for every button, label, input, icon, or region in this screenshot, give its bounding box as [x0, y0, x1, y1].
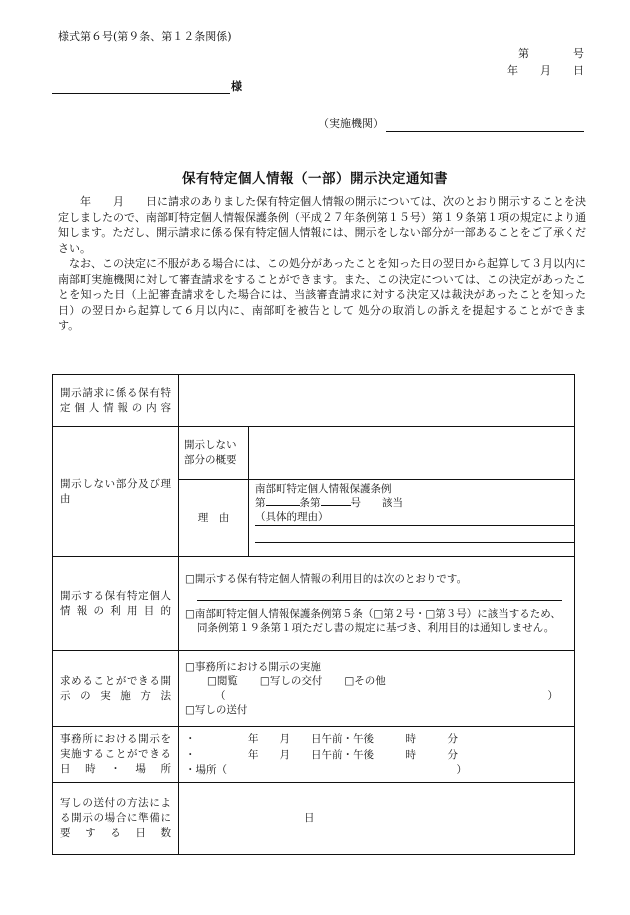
prep-days-field[interactable]: [179, 783, 575, 855]
place-line[interactable]: [185, 763, 467, 777]
purpose-field: [179, 557, 575, 651]
paren-close: ）: [547, 689, 558, 702]
requested-info-field[interactable]: [179, 375, 575, 427]
agency-name-line[interactable]: [386, 131, 584, 132]
purpose-option-1[interactable]: □開示する保有特定個人情報の利用目的は次のとおりです。: [185, 572, 468, 585]
method-view-option[interactable]: □閲覧: [207, 675, 238, 688]
recipient-name-line[interactable]: [52, 93, 230, 94]
datetime-line-1[interactable]: ・ 年 月 日午前・午後 時 分: [185, 733, 458, 746]
notice-paragraph: 年 月 日に請求のありました保有特定個人情報の開示については、次のとおり開示することを決定しましたので、南部町特定個人情報保護条例（平成２７年条例第１５号）第１９条第１項の規定により通知します。ただし、開示請求に係る保有特定個人情報には、開示をしない部分が一部あることをご了承ください。: [58, 195, 586, 255]
reason-ordinance: 南部町特定個人情報保護条例: [255, 483, 392, 495]
table-row: [53, 375, 575, 427]
paren-open: （: [215, 689, 226, 702]
document-date: 年 月 日: [507, 64, 584, 77]
prep-days-label: 写しの送付の方法による開示の場合に準備に要する日数: [53, 783, 179, 855]
notice-paragraph: なお、この決定に不服がある場合には、この処分があったことを知った日の翌日から起算して３月以内に南部町実施機関に対して審査請求をすることができます。また、この決定については、この決定があったことを知った日（上記審査請求をした場合には、当該審査請求に対する決定又は裁決があったことを知った日）の翌日から起算して６月以内に、南部町を被告として 処分の取消しの訴えを提起することができます。: [58, 257, 586, 332]
method-field: [179, 651, 575, 727]
method-other-detail[interactable]: [185, 689, 568, 703]
table-row: [53, 557, 575, 651]
recipient-suffix: 様: [231, 80, 242, 93]
datetime-line-2[interactable]: ・ 年 月 日午前・午後 時 分: [185, 749, 458, 762]
table-row: [53, 427, 575, 480]
undisclosed-summary-label: 開示しない部分の概要: [179, 427, 249, 480]
article-suffix: 号 該当: [350, 497, 403, 510]
method-copy-option[interactable]: □写しの交付: [259, 675, 323, 688]
decision-table: [52, 374, 575, 855]
specific-reason-line[interactable]: [255, 526, 575, 543]
place-close: ）: [456, 764, 467, 777]
method-sub-options: [185, 674, 568, 688]
purpose-label: 開示する保有特定個人情報の利用目的: [53, 557, 179, 651]
reason-article[interactable]: [255, 496, 568, 510]
undisclosed-summary-field[interactable]: [249, 427, 575, 480]
method-other-option[interactable]: □その他: [344, 675, 386, 688]
datetime-place-label: 事務所における開示を実施することができる日時・場所: [53, 727, 179, 783]
purpose-line[interactable]: [197, 586, 562, 601]
purpose-option-2[interactable]: □南部町特定個人情報保護条例第５条（□第２号・□第３号）に該当するため、同条例第１９条第１項ただし書の規定に基づき、利用目的は通知しません。: [185, 607, 561, 635]
requested-info-label: 開示請求に係る保有特定個人情報の内容: [53, 375, 179, 427]
table-row: [53, 727, 575, 783]
datetime-place-field: [179, 727, 575, 783]
method-send-option[interactable]: □写しの送付: [185, 703, 248, 716]
reason-field[interactable]: [249, 480, 575, 557]
article-mid: 条第: [299, 497, 321, 510]
table-row: [53, 651, 575, 727]
days-unit: 日: [304, 812, 315, 825]
method-office-option[interactable]: □事務所における開示の実施: [185, 661, 321, 674]
reason-label: 理 由: [179, 480, 249, 557]
method-label: 求めることができる開示の実施方法: [53, 651, 179, 727]
agency-label: （実施機関）: [318, 117, 384, 130]
table-row: [53, 783, 575, 855]
document-title: 保有特定個人情報（一部）開示決定通知書: [182, 171, 448, 187]
specific-reason[interactable]: （具体的理由）: [255, 510, 575, 525]
notice-body: [58, 194, 586, 334]
place-label: ・場所（: [185, 764, 227, 777]
document-number: 第 号: [518, 47, 584, 60]
undisclosed-part-label: 開示しない部分及び理由: [53, 427, 179, 557]
article-prefix: 第: [255, 497, 266, 510]
form-number: 様式第６号(第９条、第１２条関係): [58, 30, 232, 43]
